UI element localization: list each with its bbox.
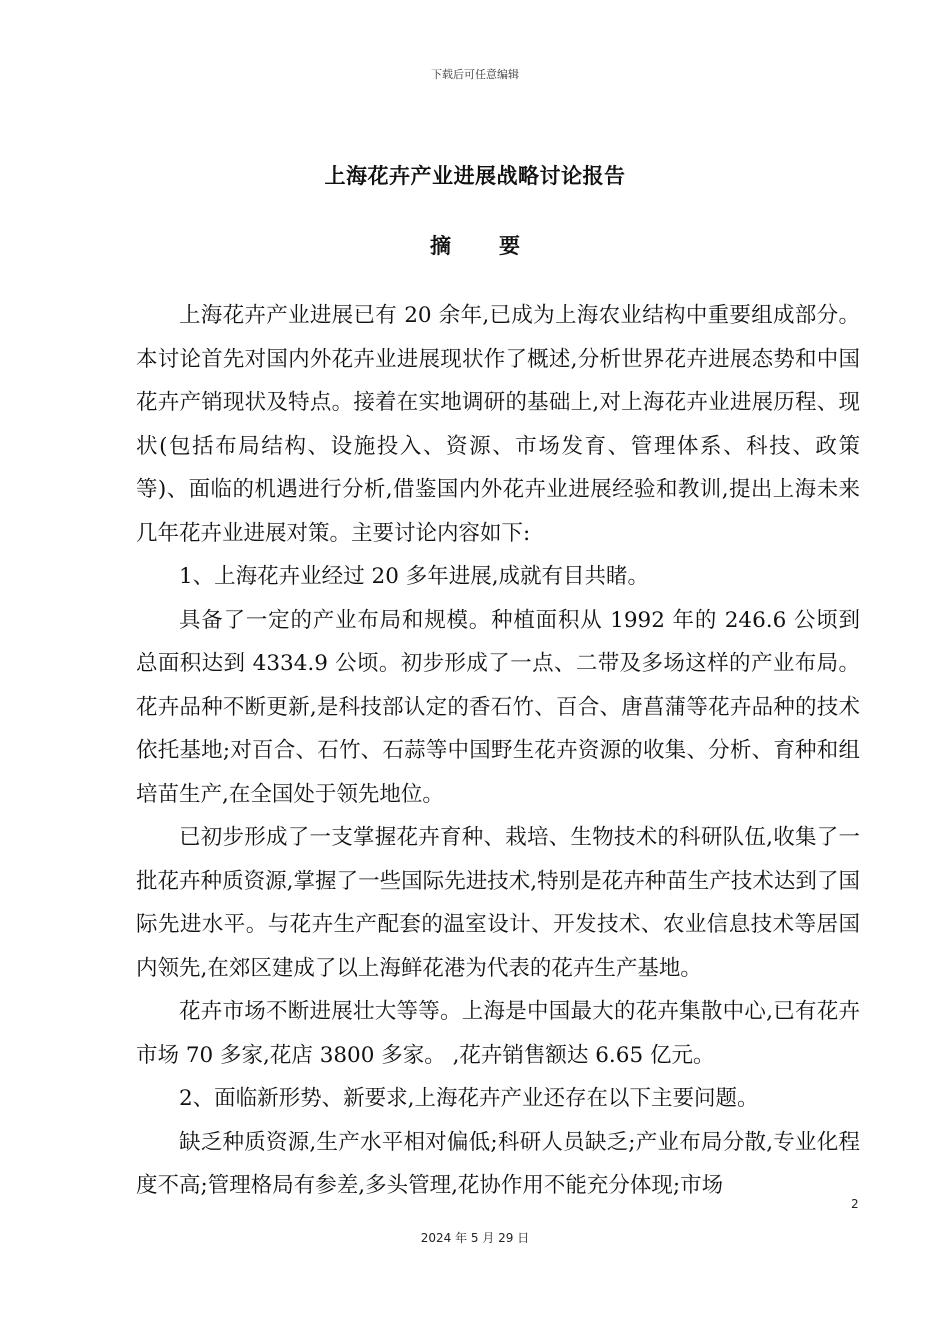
paragraph: 已初步形成了一支掌握花卉育种、栽培、生物技术的科研队伍,收集了一批花卉种质资源,掌握了一些国际先进技术,特别是花卉种苗生产技术达到了国际先进水平。与花卉生产配套的温室设计、开发技术、农业信息技术等居国内领先,在郊区建成了以上海鲜花港为代表的花卉生产基地。 <box>136 825 860 981</box>
abstract-body <box>136 294 860 1208</box>
paragraph: 2、面临新形势、新要求,上海花卉产业还存在以下主要问题。 <box>179 1086 759 1111</box>
paragraph: 上海花卉产业进展已有 20 余年,已成为上海农业结构中重要组成部分。本讨论首先对国内外花卉业进展现状作了概述,分析世界花卉进展态势和中国花卉产销现状及特点。接着在实地调研的基础上,对上海花卉业进展历程、现状(包括布局结构、设施投入、资源、市场发育、管理体系、科技、政策等)、面临的机遇进行分析,借鉴国内外花卉业进展经验和教训,提出上海未来几年花卉业进展对策。主要讨论内容如下: <box>136 303 860 546</box>
abstract-heading-left: 摘 <box>430 234 451 258</box>
footer-date: 2024 年 5 月 29 日 <box>420 1231 530 1245</box>
document-title: 上海花卉产业进展战略讨论报告 <box>324 164 626 188</box>
abstract-heading-right: 要 <box>499 234 520 258</box>
paragraph: 花卉市场不断进展壮大等等。上海是中国最大的花卉集散中心,已有花卉市场 70 多家,花店 3800 多家。 ,花卉销售额达 6.65 亿元。 <box>136 999 860 1068</box>
header-note: 下载后可任意编辑 <box>431 68 519 81</box>
abstract-heading <box>0 230 950 260</box>
paragraph: 具备了一定的产业布局和规模。种植面积从 1992 年的 246.6 公顷到 总面积达到 4334.9 公顷。初步形成了一点、二带及多场这样的产业布局。花卉品种不断更新,是科技部认定的香石竹、百合、唐菖蒲等花卉品种的技术依托基地;对百合、石竹、石蒜等中国野生花卉资源的收集、分析、育种和组培苗生产,在全国处于领先地位。 <box>136 607 860 807</box>
page-number: 2 <box>851 1197 859 1211</box>
paragraph: 缺乏种质资源,生产水平相对偏低;科研人员缺乏;产业布局分散,专业化程度不高;管理格局有参差,多头管理,花协作用不能充分体现;市场 <box>136 1129 860 1198</box>
paragraph: 1、上海花卉业经过 20 多年进展,成就有目共睹。 <box>179 564 650 589</box>
